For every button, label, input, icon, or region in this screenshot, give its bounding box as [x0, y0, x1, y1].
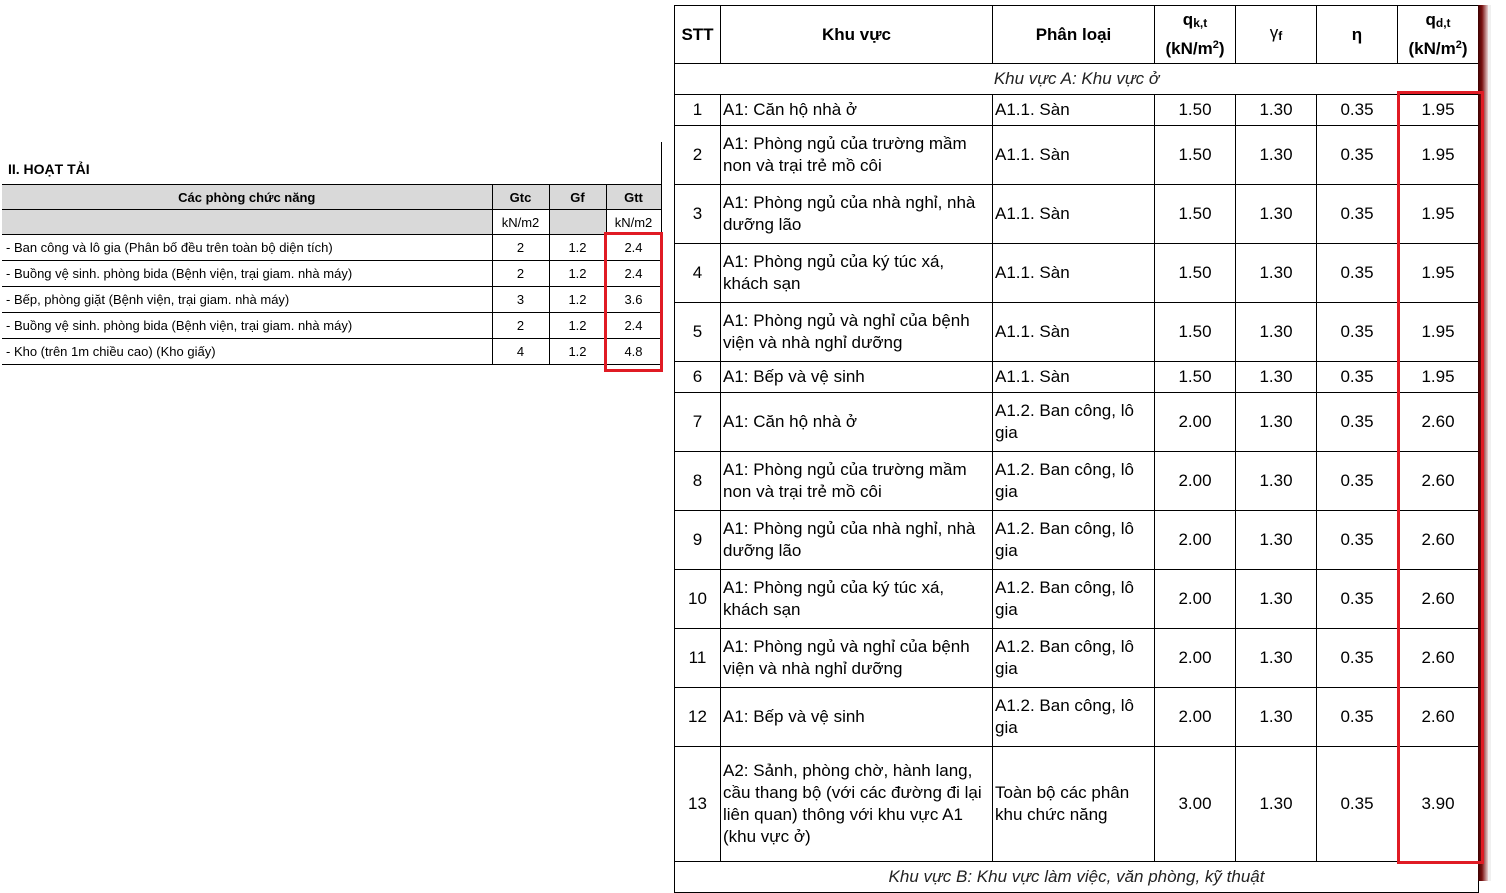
gamma-cell: 1.30	[1236, 244, 1317, 303]
qdt-unit-close: )	[1461, 39, 1468, 58]
eta-cell: 0.35	[1317, 185, 1398, 244]
room-name: - Buồng vệ sinh. phòng bida (Bệnh viện, trại giam. nhà máy)	[2, 261, 492, 287]
khu-vuc-cell: A1: Phòng ngủ của ký túc xá, khách sạn	[721, 570, 993, 629]
khu-vuc-cell: A1: Phòng ngủ của trường mầm non và trại trẻ mồ côi	[721, 452, 993, 511]
qdt-cell: 1.95	[1398, 244, 1479, 303]
header-stt: STT	[675, 6, 721, 64]
phan-loai-cell: A1.2. Ban công, lô gia	[993, 511, 1155, 570]
header-gamma	[1236, 6, 1317, 64]
eta-cell: 0.35	[1317, 303, 1398, 362]
unit-gtc: kN/m2	[492, 210, 549, 235]
header-gf: Gf	[549, 185, 606, 210]
group-row	[675, 862, 1479, 893]
phan-loai-cell: A1.1. Sàn	[993, 185, 1155, 244]
gf-value: 1.2	[549, 287, 606, 313]
section-title: II. HOẠT TẢI	[8, 161, 90, 177]
eta-cell: 0.35	[1317, 570, 1398, 629]
gtc-value: 4	[492, 339, 549, 365]
gtt-value: 2.4	[606, 261, 661, 287]
phan-loai-cell: A1.1. Sàn	[993, 244, 1155, 303]
khu-vuc-cell: A1: Phòng ngủ của nhà nghỉ, nhà dưỡng lão	[721, 185, 993, 244]
unit-gtt: kN/m2	[606, 210, 661, 235]
stt-cell: 4	[675, 244, 721, 303]
phan-loai-cell: A1.1. Sàn	[993, 95, 1155, 126]
qkt-unit: (kN/m	[1165, 39, 1213, 58]
qdt-cell: 1.95	[1398, 185, 1479, 244]
gf-value: 1.2	[549, 313, 606, 339]
table-row	[675, 452, 1479, 511]
gamma-cell: 1.30	[1236, 511, 1317, 570]
qkt-unit-close: )	[1218, 39, 1225, 58]
table-row	[675, 629, 1479, 688]
phan-loai-cell: A1.2. Ban công, lô gia	[993, 688, 1155, 747]
khu-vuc-cell: A1: Bếp và vệ sinh	[721, 362, 993, 393]
qkt-cell: 1.50	[1155, 126, 1236, 185]
group-b-label: Khu vực B: Khu vực làm việc, văn phòng, kỹ thuật	[675, 862, 1479, 893]
table-row	[2, 261, 661, 287]
table-border-line	[661, 142, 662, 184]
gf-value: 1.2	[549, 261, 606, 287]
stt-cell: 5	[675, 303, 721, 362]
eta-cell: 0.35	[1317, 688, 1398, 747]
khu-vuc-cell: A1: Căn hộ nhà ở	[721, 393, 993, 452]
khu-vuc-cell: A1: Phòng ngủ và nghỉ của bệnh viện và nhà nghỉ dưỡng	[721, 303, 993, 362]
load-standard-table	[674, 5, 1479, 893]
gamma-cell: 1.30	[1236, 95, 1317, 126]
phan-loai-cell: A1.1. Sàn	[993, 362, 1155, 393]
qkt-cell: 1.50	[1155, 362, 1236, 393]
qdt-cell: 1.95	[1398, 303, 1479, 362]
stt-cell: 3	[675, 185, 721, 244]
gamma-cell: 1.30	[1236, 688, 1317, 747]
khu-vuc-cell: A1: Phòng ngủ của ký túc xá, khách sạn	[721, 244, 993, 303]
header-gtc: Gtc	[492, 185, 549, 210]
qdt-unit-exponent: 2	[1455, 39, 1462, 51]
khu-vuc-cell: A1: Phòng ngủ và nghỉ của bệnh viện và nhà nghỉ dưỡng	[721, 629, 993, 688]
eta-cell: 0.35	[1317, 95, 1398, 126]
table-row	[675, 393, 1479, 452]
room-name: - Ban công và lô gia (Phân bố đều trên toàn bộ diện tích)	[2, 235, 492, 261]
eta-cell: 0.35	[1317, 747, 1398, 862]
qdt-symbol: q	[1425, 10, 1436, 29]
qkt-subscript: k,t	[1193, 16, 1208, 30]
gf-value: 1.2	[549, 339, 606, 365]
phan-loai-cell: A1.1. Sàn	[993, 303, 1155, 362]
stt-cell: 12	[675, 688, 721, 747]
stt-cell: 7	[675, 393, 721, 452]
eta-cell: 0.35	[1317, 452, 1398, 511]
table-row	[675, 688, 1479, 747]
gamma-symbol: γ	[1269, 23, 1279, 42]
qdt-cell: 3.90	[1398, 747, 1479, 862]
table-row	[2, 339, 661, 365]
qdt-cell: 2.60	[1398, 688, 1479, 747]
qkt-cell: 1.50	[1155, 185, 1236, 244]
qkt-cell: 2.00	[1155, 629, 1236, 688]
qkt-cell: 1.50	[1155, 303, 1236, 362]
khu-vuc-cell: A1: Phòng ngủ của trường mầm non và trại trẻ mồ côi	[721, 126, 993, 185]
stt-cell: 13	[675, 747, 721, 862]
phan-loai-cell: A1.2. Ban công, lô gia	[993, 570, 1155, 629]
gtc-value: 2	[492, 313, 549, 339]
qkt-cell: 1.50	[1155, 95, 1236, 126]
load-standard-table-section	[674, 5, 1479, 893]
qdt-cell: 1.95	[1398, 126, 1479, 185]
gtc-value: 3	[492, 287, 549, 313]
table-row	[675, 185, 1479, 244]
qkt-cell: 2.00	[1155, 688, 1236, 747]
gf-value: 1.2	[549, 235, 606, 261]
khu-vuc-cell: A1: Bếp và vệ sinh	[721, 688, 993, 747]
gtt-value: 2.4	[606, 313, 661, 339]
gamma-cell: 1.30	[1236, 126, 1317, 185]
room-name: - Kho (trên 1m chiều cao) (Kho giấy)	[2, 339, 492, 365]
phan-loai-cell: Toàn bộ các phân khu chức năng	[993, 747, 1155, 862]
eta-cell: 0.35	[1317, 362, 1398, 393]
table-row	[675, 570, 1479, 629]
gamma-cell: 1.30	[1236, 303, 1317, 362]
gamma-cell: 1.30	[1236, 570, 1317, 629]
group-a-label: Khu vực A: Khu vực ở	[675, 64, 1479, 95]
stt-cell: 2	[675, 126, 721, 185]
stt-cell: 11	[675, 629, 721, 688]
table-row	[675, 747, 1479, 862]
table-header-row	[675, 6, 1479, 64]
eta-cell: 0.35	[1317, 126, 1398, 185]
gtt-value: 2.4	[606, 235, 661, 261]
gtt-value: 4.8	[606, 339, 661, 365]
gamma-cell: 1.30	[1236, 629, 1317, 688]
room-name: - Bếp, phòng giặt (Bệnh viện, trại giam. nhà máy)	[2, 287, 492, 313]
eta-cell: 0.35	[1317, 629, 1398, 688]
gamma-cell: 1.30	[1236, 393, 1317, 452]
qdt-cell: 2.60	[1398, 629, 1479, 688]
stt-cell: 10	[675, 570, 721, 629]
khu-vuc-cell: A1: Phòng ngủ của nhà nghỉ, nhà dưỡng lão	[721, 511, 993, 570]
gamma-subscript: f	[1278, 29, 1283, 43]
gamma-cell: 1.30	[1236, 452, 1317, 511]
eta-cell: 0.35	[1317, 244, 1398, 303]
table-row	[675, 303, 1479, 362]
phan-loai-cell: A1.2. Ban công, lô gia	[993, 393, 1155, 452]
header-gtt: Gtt	[606, 185, 661, 210]
qkt-cell: 2.00	[1155, 393, 1236, 452]
header-eta: η	[1317, 6, 1398, 64]
khu-vuc-cell: A2: Sảnh, phòng chờ, hành lang, cầu thang bộ (với các đường đi lại liên quan) thông với khu vực A1 (khu vực ở)	[721, 747, 993, 862]
window-edge	[1488, 5, 1491, 881]
khu-vuc-cell: A1: Căn hộ nhà ở	[721, 95, 993, 126]
qkt-cell: 1.50	[1155, 244, 1236, 303]
qkt-cell: 2.00	[1155, 511, 1236, 570]
table-row	[2, 235, 661, 261]
qdt-cell: 1.95	[1398, 95, 1479, 126]
table-header-row	[2, 185, 661, 210]
table-body	[675, 95, 1479, 862]
phan-loai-cell: A1.2. Ban công, lô gia	[993, 629, 1155, 688]
window-edge-shadow	[1478, 5, 1488, 881]
gamma-cell: 1.30	[1236, 362, 1317, 393]
gamma-cell: 1.30	[1236, 185, 1317, 244]
gamma-cell: 1.30	[1236, 747, 1317, 862]
table-row	[675, 362, 1479, 393]
qkt-cell: 2.00	[1155, 570, 1236, 629]
table-row	[2, 287, 661, 313]
room-name: - Buồng vệ sinh. phòng bida (Bệnh viện, trại giam. nhà máy)	[2, 313, 492, 339]
header-phan-loai: Phân loại	[993, 6, 1155, 64]
stt-cell: 1	[675, 95, 721, 126]
qkt-cell: 3.00	[1155, 747, 1236, 862]
stt-cell: 8	[675, 452, 721, 511]
eta-cell: 0.35	[1317, 393, 1398, 452]
gtc-value: 2	[492, 235, 549, 261]
qkt-cell: 2.00	[1155, 452, 1236, 511]
qdt-cell: 1.95	[1398, 362, 1479, 393]
live-load-table	[2, 184, 662, 365]
header-qdt	[1398, 6, 1479, 64]
stt-cell: 6	[675, 362, 721, 393]
qkt-unit-exponent: 2	[1212, 39, 1219, 51]
qkt-symbol: q	[1182, 10, 1194, 29]
table-row	[675, 95, 1479, 126]
stt-cell: 9	[675, 511, 721, 570]
qdt-cell: 2.60	[1398, 393, 1479, 452]
qdt-subscript: d,t	[1435, 16, 1451, 30]
qdt-cell: 2.60	[1398, 511, 1479, 570]
phan-loai-cell: A1.1. Sàn	[993, 126, 1155, 185]
header-qkt	[1155, 6, 1236, 64]
phan-loai-cell: A1.2. Ban công, lô gia	[993, 452, 1155, 511]
table-row	[675, 511, 1479, 570]
group-row	[675, 64, 1479, 95]
table-row	[675, 126, 1479, 185]
eta-cell: 0.35	[1317, 511, 1398, 570]
qdt-unit: (kN/m	[1408, 39, 1456, 58]
units-row	[2, 210, 661, 235]
unit-gf	[549, 210, 606, 235]
units-empty	[2, 210, 492, 235]
header-khu-vuc: Khu vực	[721, 6, 993, 64]
header-rooms: Các phòng chức năng	[2, 185, 492, 210]
qdt-cell: 2.60	[1398, 452, 1479, 511]
table-row	[2, 313, 661, 339]
qdt-cell: 2.60	[1398, 570, 1479, 629]
gtc-value: 2	[492, 261, 549, 287]
table-row	[675, 244, 1479, 303]
gtt-value: 3.6	[606, 287, 661, 313]
